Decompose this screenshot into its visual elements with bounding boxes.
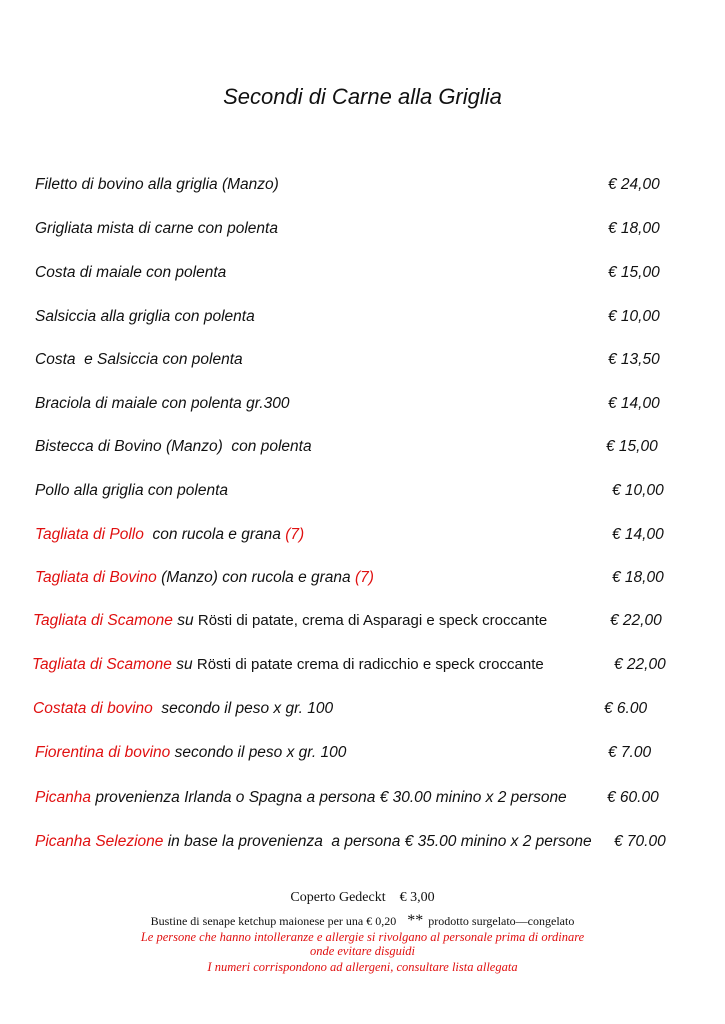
menu-item-name (35, 569, 374, 587)
menu-item-text: Grigliata mista di carne con polenta (35, 220, 278, 237)
menu-item-text: con rucola e grana (148, 526, 286, 543)
menu-item-text: secondo il peso x gr. 100 (157, 700, 334, 717)
menu-item-text: Rösti di patate crema di radicchio e speck croccante (196, 656, 544, 673)
menu-item-text: Costa e Salsiccia con polenta (35, 351, 243, 368)
bustine-text: Bustine di senape ketchup maionese per una € 0,20 (150, 914, 397, 928)
coperto-price: € 3,00 (399, 890, 435, 905)
menu-item-name (32, 656, 544, 674)
menu-item-price: € 22,00 (610, 612, 662, 629)
menu-item-price: € 7.00 (608, 744, 652, 761)
menu-item-name (35, 526, 304, 544)
menu-item-price: € 18,00 (612, 569, 664, 586)
menu-item-text: Costa di maiale con polenta (35, 264, 227, 281)
menu-item-text: su (177, 612, 198, 629)
allergy-notice-line: onde evitare disguidi (309, 944, 416, 958)
menu-item-name (35, 438, 312, 456)
menu-item (0, 395, 725, 421)
menu-item-price: € 22,00 (614, 656, 666, 673)
menu-item-price: € 15,00 (606, 438, 658, 455)
menu-item-text: Filetto di bovino alla griglia (Manzo) (35, 176, 279, 193)
menu-item-highlight: Fiorentina di bovino (35, 744, 171, 761)
menu-item-name (35, 308, 255, 326)
menu-item-text: Braciola di maiale con polenta gr.300 (35, 395, 290, 412)
menu-item-text: secondo il peso x gr. 100 (170, 744, 347, 761)
menu-item-text: in base la provenienza a persona € 35.00 minino x 2 persone (163, 833, 592, 850)
menu-item (0, 264, 725, 290)
menu-item (0, 438, 725, 464)
menu-item-name (33, 612, 547, 630)
menu-item-price: € 13,50 (608, 351, 660, 368)
menu-item (0, 526, 725, 552)
menu-item-price: € 60.00 (607, 789, 659, 806)
menu-item-highlight: Picanha (35, 789, 92, 806)
menu-item-name (35, 351, 243, 369)
menu-item-text: Rösti di patate, crema di Asparagi e speck croccante (197, 612, 548, 629)
menu-item (0, 351, 725, 377)
menu-item-price: € 6.00 (604, 700, 648, 717)
menu-item-name (35, 789, 567, 807)
menu-item (0, 612, 725, 638)
allergy-notice-line: Le persone che hanno intolleranze e allergie si rivolgano al personale prima di ordinare (140, 930, 585, 944)
menu-item (0, 833, 725, 859)
menu-item-price: € 70.00 (614, 833, 666, 850)
menu-item-name (35, 264, 226, 282)
stars-symbol: ** (407, 912, 424, 929)
menu-item-highlight: Tagliata di Scamone (33, 612, 178, 629)
menu-item-text: Salsiccia alla griglia con polenta (35, 308, 255, 325)
menu-item-highlight: Tagliata di Bovino (35, 569, 162, 586)
menu-item-name (35, 176, 279, 194)
menu-item-text: su (176, 656, 197, 673)
coperto-label: Coperto Gedeckt (290, 890, 386, 905)
menu-item-text: Bistecca di Bovino (Manzo) con polenta (35, 438, 312, 455)
menu-item-name (33, 700, 333, 718)
menu-item-text: Pollo alla griglia con polenta (35, 482, 229, 499)
menu-item (0, 220, 725, 246)
menu-item-price: € 18,00 (608, 220, 660, 237)
menu-item-highlight: Costata di bovino (33, 700, 158, 717)
menu-item-name (35, 482, 228, 500)
page-title: Secondi di Carne alla Griglia (223, 84, 502, 109)
bustine-line (0, 912, 725, 930)
menu-item-price: € 10,00 (608, 308, 660, 325)
menu-item-highlight: Tagliata di Scamone (32, 656, 177, 673)
menu-item-price: € 14,00 (608, 395, 660, 412)
menu-item (0, 789, 725, 815)
menu-item-price: € 24,00 (608, 176, 660, 193)
menu-item (0, 569, 725, 595)
coperto-line (0, 890, 725, 906)
menu-item-highlight: Picanha Selezione (35, 833, 164, 850)
menu-item-name (35, 744, 346, 762)
menu-item-text: provenienza Irlanda o Spagna a persona € 30.00 minino x 2 persone (91, 789, 567, 806)
menu-item-name (35, 833, 592, 851)
surgelato-text: prodotto surgelato—congelato (428, 914, 575, 928)
menu-item (0, 700, 725, 726)
menu-item-price: € 14,00 (612, 526, 664, 543)
menu-item (0, 482, 725, 508)
menu-item-price: € 10,00 (612, 482, 664, 499)
menu-item-name (35, 395, 289, 413)
menu-item-price: € 15,00 (608, 264, 660, 281)
menu-item-highlight: (7) (354, 569, 374, 586)
allergen-reference-line: I numeri corrispondono ad allergeni, consultare lista allegata (207, 960, 518, 974)
menu-item-highlight: Tagliata di Pollo (35, 526, 149, 543)
menu-item-text: (Manzo) con rucola e grana (161, 569, 355, 586)
menu-item (0, 308, 725, 334)
menu-item-name (35, 220, 278, 238)
menu-item (0, 744, 725, 770)
menu-item (0, 656, 725, 682)
menu-item (0, 176, 725, 202)
menu-item-highlight: (7) (285, 526, 305, 543)
